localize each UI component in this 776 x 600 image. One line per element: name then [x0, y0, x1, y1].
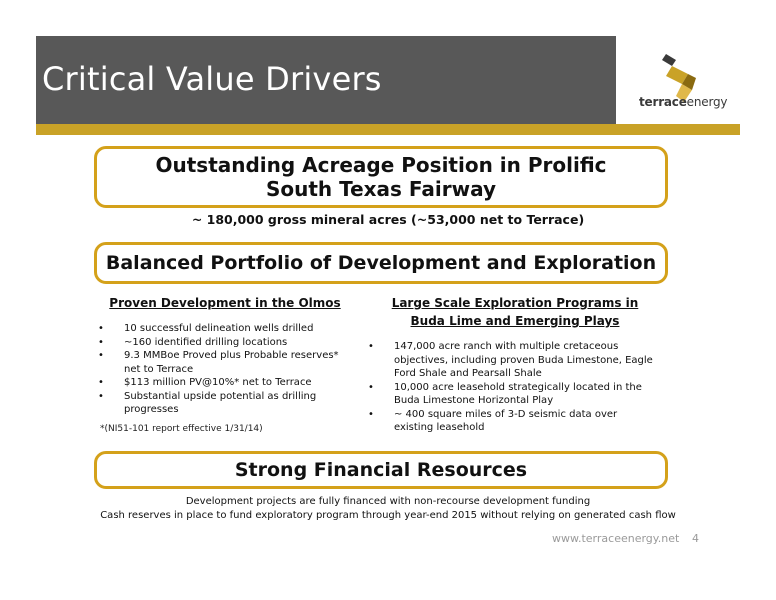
logo-wordmark: terraceenergy: [639, 95, 728, 109]
left-bullet-list: [98, 322, 348, 417]
list-item: • ~ 400 square miles of 3-D seismic data over existing leasehold: [368, 408, 658, 435]
left-column-heading: Proven Development in the Olmos: [109, 296, 341, 310]
list-item: • $113 million PV@10%* net to Terrace: [98, 376, 348, 390]
acreage-box-line2: South Texas Fairway: [265, 177, 497, 201]
financial-resources-box: [94, 451, 668, 489]
balanced-portfolio-title: Balanced Portfolio of Development and Exploration: [105, 252, 657, 274]
funding-note-2: Cash reserves in place to fund exploratory program through year-end 2015 without relying on generated cash flow: [100, 510, 676, 521]
list-item: • ~160 identified drilling locations: [98, 336, 348, 350]
page-number: 4: [692, 532, 699, 545]
acreage-box-line1: Outstanding Acreage Position in Prolific: [155, 153, 607, 177]
funding-note-1: Development projects are fully financed with non-recourse development funding: [185, 496, 591, 507]
list-item: • 9.3 MMBoe Proved plus Probable reserves* net to Terrace: [98, 349, 348, 376]
page-title: Critical Value Drivers: [42, 60, 382, 98]
gold-divider: [36, 124, 740, 135]
list-item: • Substantial upside potential as drilling progresses: [98, 390, 348, 417]
list-item: • 147,000 acre ranch with multiple cretaceous objectives, including proven Buda Limestone, Eagle Ford Shale and Pearsall Shale: [368, 340, 658, 381]
right-column-heading: Large Scale Exploration Programs in Buda Lime and Emerging Plays: [391, 296, 639, 328]
list-item: • 10,000 acre leasehold strategically located in the Buda Limestone Horizontal Play: [368, 381, 658, 408]
acreage-note: ~ 180,000 gross mineral acres (~53,000 net to Terrace): [191, 212, 585, 227]
financial-resources-title: Strong Financial Resources: [234, 459, 528, 481]
reserves-footnote: *(NI51-101 report effective 1/31/14): [100, 424, 263, 434]
acreage-position-box: [94, 146, 668, 208]
website-link[interactable]: www.terraceenergy.net: [552, 532, 680, 545]
balanced-portfolio-box: [94, 242, 668, 284]
right-bullet-list: [368, 340, 658, 435]
list-item: • 10 successful delineation wells drilled: [98, 322, 348, 336]
